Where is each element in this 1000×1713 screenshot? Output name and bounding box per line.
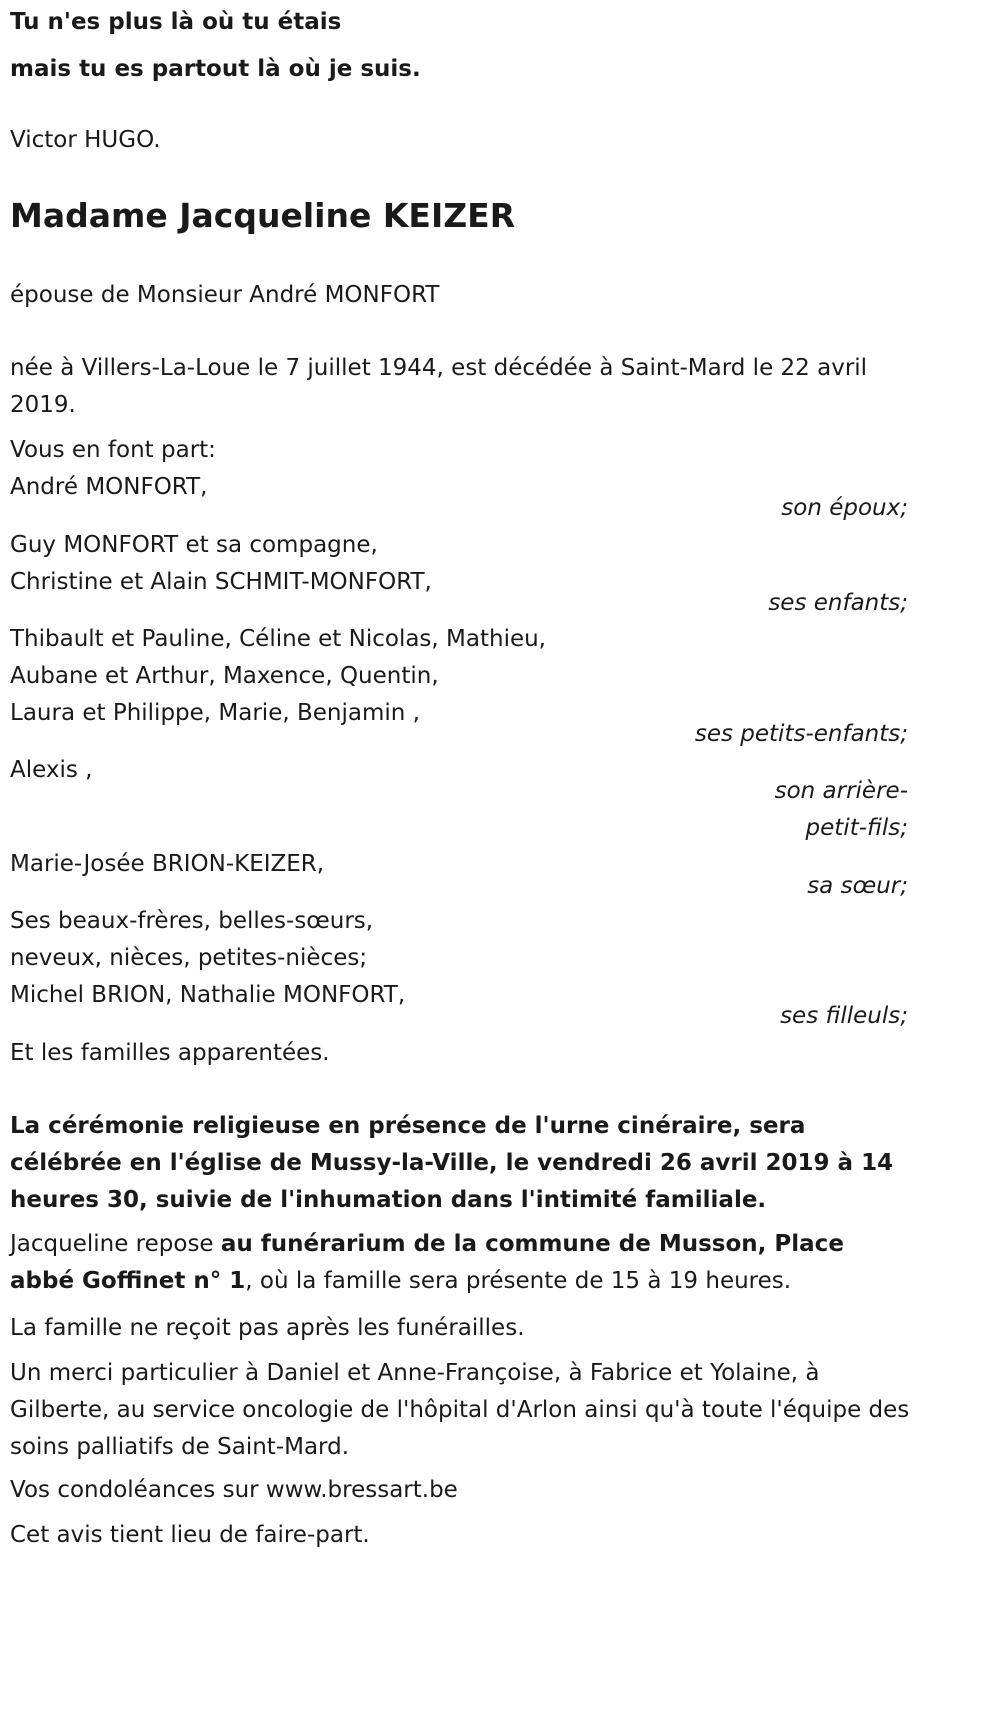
family-great-grandchild-role-2: petit-fils; [805,815,908,841]
family-children-1: Guy MONFORT et sa compagne, [10,532,378,558]
family-relatives: Et les familles apparentées. [10,1040,330,1066]
rest-text [10,1226,910,1300]
rest-before: Jacqueline repose [10,1231,221,1257]
family-children-role: ses enfants; [768,590,908,616]
family-grandchildren-3: Laura et Philippe, Marie, Benjamin , [10,700,420,726]
quote-line-2: mais tu es partout là où je suis. [10,56,421,82]
family-husband-role: son époux; [781,495,908,521]
family-sister: Marie-Josée BRION-KEIZER, [10,851,325,877]
family-grandchildren-1: Thibault et Pauline, Céline et Nicolas, Mathieu, [10,626,546,652]
announcers-intro: Vous en font part: [10,437,216,463]
family-inlaws-2: neveux, nièces, petites-nièces; [10,945,368,971]
page-title: Madame Jacqueline KEIZER [10,196,516,235]
no-reception-text: La famille ne reçoit pas après les funérailles. [10,1315,525,1341]
family-inlaws-1: Ses beaux-frères, belles-sœurs, [10,908,374,934]
family-godchildren-role: ses filleuls; [780,1003,908,1029]
birth-death-text: née à Villers-La-Loue le 7 juillet 1944, est décédée à Saint-Mard le 22 avril 2019. [10,355,868,418]
rest-location: au funérarium de la commune de Musson, Place abbé Goffinet n° 1 [10,1231,844,1294]
quote-author: Victor HUGO. [10,127,161,153]
family-grandchildren-2: Aubane et Arthur, Maxence, Quentin, [10,663,439,689]
ceremony-text: La cérémonie religieuse en présence de l'urne cinéraire, sera célébrée en l'église de Mussy-la-Ville, le vendredi 26 avril 2019 à 14 heures 30, suivie de l'inhumation dans l'intimité familiale. [10,1113,894,1213]
family-sister-role: sa sœur; [807,873,908,899]
thanks-text: Un merci particulier à Daniel et Anne-Françoise, à Fabrice et Yolaine, à Gilberte, au service oncologie de l'hôpital d'Arlon ainsi qu'à toute l'équipe des soins palliatifs de Saint-Mard. [10,1360,910,1460]
family-husband: André MONFORT, [10,474,208,500]
spouse-line: épouse de Monsieur André MONFORT [10,282,440,308]
family-great-grandchild-role-1: son arrière- [774,778,908,804]
rest-after: , où la famille sera présente de 15 à 19 heures. [245,1268,792,1294]
family-grandchildren-role: ses petits-enfants; [694,721,908,747]
condolences-text: Vos condoléances sur www.bressart.be [10,1477,458,1503]
quote-line-1: Tu n'es plus là où tu étais [10,9,342,35]
family-godchildren: Michel BRION, Nathalie MONFORT, [10,982,406,1008]
family-great-grandchild: Alexis , [10,757,93,783]
notice-text: Cet avis tient lieu de faire-part. [10,1522,370,1548]
family-children-2: Christine et Alain SCHMIT-MONFORT, [10,569,432,595]
